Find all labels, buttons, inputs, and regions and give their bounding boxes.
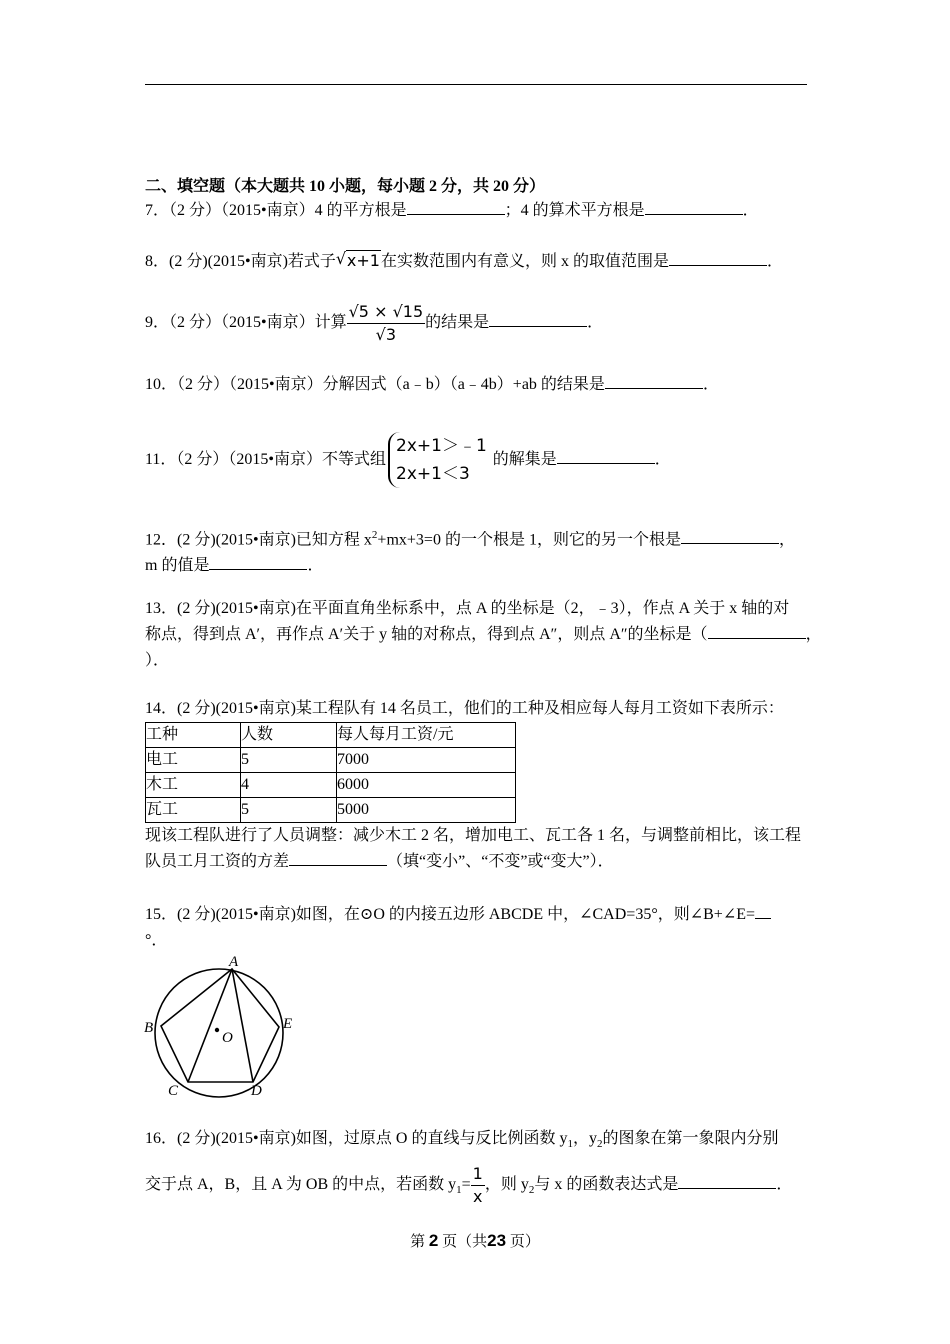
center-point bbox=[215, 1028, 219, 1032]
q13-line2-end: ， bbox=[805, 626, 822, 643]
label-d: D bbox=[251, 1083, 262, 1099]
q16-answer-blank[interactable] bbox=[678, 1174, 776, 1189]
q13-line-3: ）． bbox=[145, 652, 170, 669]
q9-end: ． bbox=[587, 314, 604, 331]
q13-line-1: 13．(2 分)(2015•南京)在平面直角坐标系中，点 A 的坐标是（2，﹣3），作点 A 关于 x 轴的对 bbox=[145, 600, 790, 617]
question-8 bbox=[145, 248, 810, 275]
q11-inequality-2: 2x+1＜3 bbox=[396, 464, 470, 485]
q16-text-d: 交于点 A，B，且 A 为 OB 的中点，若函数 y bbox=[145, 1176, 457, 1194]
q8-end: ． bbox=[767, 253, 784, 270]
total-pages: 23 bbox=[487, 1231, 507, 1250]
q11-answer-blank[interactable] bbox=[557, 449, 655, 464]
q12-line2-end: ． bbox=[307, 557, 324, 575]
table-row bbox=[146, 748, 516, 773]
label-e: E bbox=[283, 1016, 293, 1032]
q14-answer-blank[interactable] bbox=[289, 851, 387, 866]
q8-radicand: x+1 bbox=[346, 251, 380, 270]
q16-end: ． bbox=[776, 1176, 793, 1194]
q7-answer-blank-2[interactable] bbox=[645, 200, 743, 215]
q9-numerator: √5 × √15 bbox=[347, 301, 426, 324]
table-header-row bbox=[146, 723, 516, 748]
q7-mid: ；4 的算术平方根是 bbox=[504, 202, 645, 219]
q13-line-2 bbox=[145, 622, 822, 648]
q15-answer-blank[interactable] bbox=[755, 904, 771, 919]
table-cell: 4 bbox=[241, 773, 337, 798]
question-12 bbox=[145, 522, 810, 579]
q11-inequality-system bbox=[388, 432, 487, 488]
q16-sub: 1 bbox=[456, 1184, 462, 1197]
table-cell: 瓦工 bbox=[146, 798, 241, 823]
table-row bbox=[146, 798, 516, 823]
q16-text-e: ，则 y bbox=[484, 1176, 529, 1194]
q12-answer-blank-1[interactable] bbox=[681, 529, 779, 544]
table-cell: 7000 bbox=[337, 748, 516, 773]
q16-sub: 2 bbox=[597, 1138, 603, 1151]
q11-inequality-1: 2x+1＞﹣1 bbox=[396, 436, 487, 457]
q16-line-2 bbox=[145, 1159, 810, 1216]
q14-after-2 bbox=[145, 849, 810, 875]
label-a: A bbox=[229, 954, 239, 970]
q14-after-text: 队员工月工资的方差 bbox=[145, 853, 290, 870]
q14-after-1: 现该工程队进行了人员调整：减少木工 2 名，增加电工、瓦工各 1 名，与调整前相比，该工程 bbox=[145, 827, 802, 844]
table-cell: 5 bbox=[241, 748, 337, 773]
q7-end: ． bbox=[742, 202, 759, 219]
footer-pre: 第 bbox=[410, 1234, 426, 1250]
q16-text-a: 16．(2 分)(2015•南京)如图，过原点 O 的直线与反比例函数 y bbox=[145, 1130, 568, 1147]
q11-end: ． bbox=[654, 451, 671, 468]
q12-text-c: m 的值是 bbox=[145, 557, 210, 575]
q16-sub: 1 bbox=[567, 1138, 573, 1151]
pentagon-in-circle-figure bbox=[140, 952, 310, 1100]
q8-sqrt bbox=[336, 248, 381, 275]
q15-line-2: °． bbox=[145, 932, 168, 949]
label-o: O bbox=[222, 1030, 233, 1046]
section-title: 二、填空题（本大题共 10 小题，每小题 2 分，共 20 分） bbox=[145, 178, 546, 195]
q14-intro: 14．(2 分)(2015•南京)某工程队有 14 名员工，他们的工种及相应每人每月工资如下表所示： bbox=[145, 700, 784, 717]
header-rule bbox=[145, 84, 807, 85]
question-16 bbox=[145, 1126, 810, 1216]
q16-sub: 2 bbox=[528, 1184, 535, 1197]
page-number: 2 bbox=[428, 1231, 439, 1250]
q16-denominator: x bbox=[473, 1187, 483, 1207]
q9-prefix: 9．（2 分）（2015•南京）计算 bbox=[145, 314, 347, 331]
label-c: C bbox=[168, 1083, 179, 1099]
q11-suffix: 的解集是 bbox=[492, 451, 557, 468]
table-header-cell: 人数 bbox=[241, 723, 337, 748]
footer-mid: 页（共 bbox=[442, 1234, 488, 1250]
q8-answer-blank[interactable] bbox=[669, 251, 767, 266]
q9-answer-blank[interactable] bbox=[489, 312, 587, 327]
q10-answer-blank[interactable] bbox=[605, 374, 703, 389]
q12-line-1 bbox=[145, 522, 810, 553]
q9-fraction bbox=[347, 301, 426, 346]
q8-prefix: 8．(2 分)(2015•南京)若式子 bbox=[145, 253, 336, 270]
q12-line1-end: ， bbox=[778, 531, 795, 549]
q15-line-1 bbox=[145, 902, 810, 928]
q7-prefix: 7．（2 分）（2015•南京）4 的平方根是 bbox=[145, 202, 407, 219]
table-cell: 5 bbox=[241, 798, 337, 823]
q10-end: ． bbox=[702, 376, 719, 393]
q14-after-end: （填“变小”、“不变”或“变大”）． bbox=[387, 853, 614, 870]
q16-text-b: ，y bbox=[572, 1130, 597, 1147]
table-row bbox=[146, 773, 516, 798]
q16-line-1 bbox=[145, 1126, 810, 1157]
question-7 bbox=[145, 198, 810, 224]
q16-numerator: 1 bbox=[471, 1163, 485, 1186]
segment-ad bbox=[232, 969, 253, 1082]
q13-answer-blank[interactable] bbox=[708, 624, 806, 639]
question-11 bbox=[145, 430, 810, 490]
wage-table bbox=[145, 722, 516, 823]
q15-text: 15．(2 分)(2015•南京)如图，在⊙O 的内接五边形 ABCDE 中，∠CAD=35°，则∠B+∠E= bbox=[145, 906, 756, 923]
q16-equals: = bbox=[461, 1176, 471, 1194]
q9-denominator: √3 bbox=[375, 324, 397, 344]
table-header-cell: 工种 bbox=[146, 723, 241, 748]
q13-text-b: 称点，得到点 A′，再作点 A′关于 y 轴的对称点，得到点 A″，则点 A″的坐标是（ bbox=[145, 626, 708, 643]
footer-post: 页） bbox=[509, 1234, 540, 1250]
question-10 bbox=[145, 372, 810, 398]
radical-sign-icon: √ bbox=[335, 249, 347, 268]
table-header-cell: 每人每月工资/元 bbox=[337, 723, 516, 748]
q11-prefix: 11．（2 分）（2015•南京）不等式组 bbox=[145, 451, 387, 468]
question-14 bbox=[145, 696, 810, 875]
page-footer bbox=[0, 1230, 950, 1251]
q12-answer-blank-2[interactable] bbox=[209, 555, 307, 570]
table-cell: 电工 bbox=[146, 748, 241, 773]
q12-text-a: 12．(2 分)(2015•南京)已知方程 x bbox=[145, 531, 372, 549]
circle-o bbox=[155, 969, 283, 1097]
q7-answer-blank-1[interactable] bbox=[407, 200, 505, 215]
table-cell: 6000 bbox=[337, 773, 516, 798]
q9-suffix: 的结果是 bbox=[425, 314, 490, 331]
q12-text-b: +mx+3=0 的一个根是 1，则它的另一个根是 bbox=[377, 531, 681, 549]
question-15 bbox=[145, 902, 810, 954]
table-cell: 木工 bbox=[146, 773, 241, 798]
q12-line-2 bbox=[145, 553, 810, 579]
question-13 bbox=[145, 596, 822, 674]
q16-text-f: 与 x 的函数表达式是 bbox=[534, 1176, 679, 1194]
q8-suffix: 在实数范围内有意义，则 x 的取值范围是 bbox=[380, 253, 669, 270]
q12-exponent: 2 bbox=[371, 529, 378, 541]
question-9 bbox=[145, 296, 810, 350]
q16-text-c: 的图象在第一象限内分别 bbox=[602, 1130, 779, 1147]
q16-fraction bbox=[471, 1163, 485, 1208]
q10-text: 10．（2 分）（2015•南京）分解因式（a﹣b）（a﹣4b）+ab 的结果是 bbox=[145, 376, 605, 393]
table-cell: 5000 bbox=[337, 798, 516, 823]
label-b: B bbox=[144, 1020, 154, 1036]
